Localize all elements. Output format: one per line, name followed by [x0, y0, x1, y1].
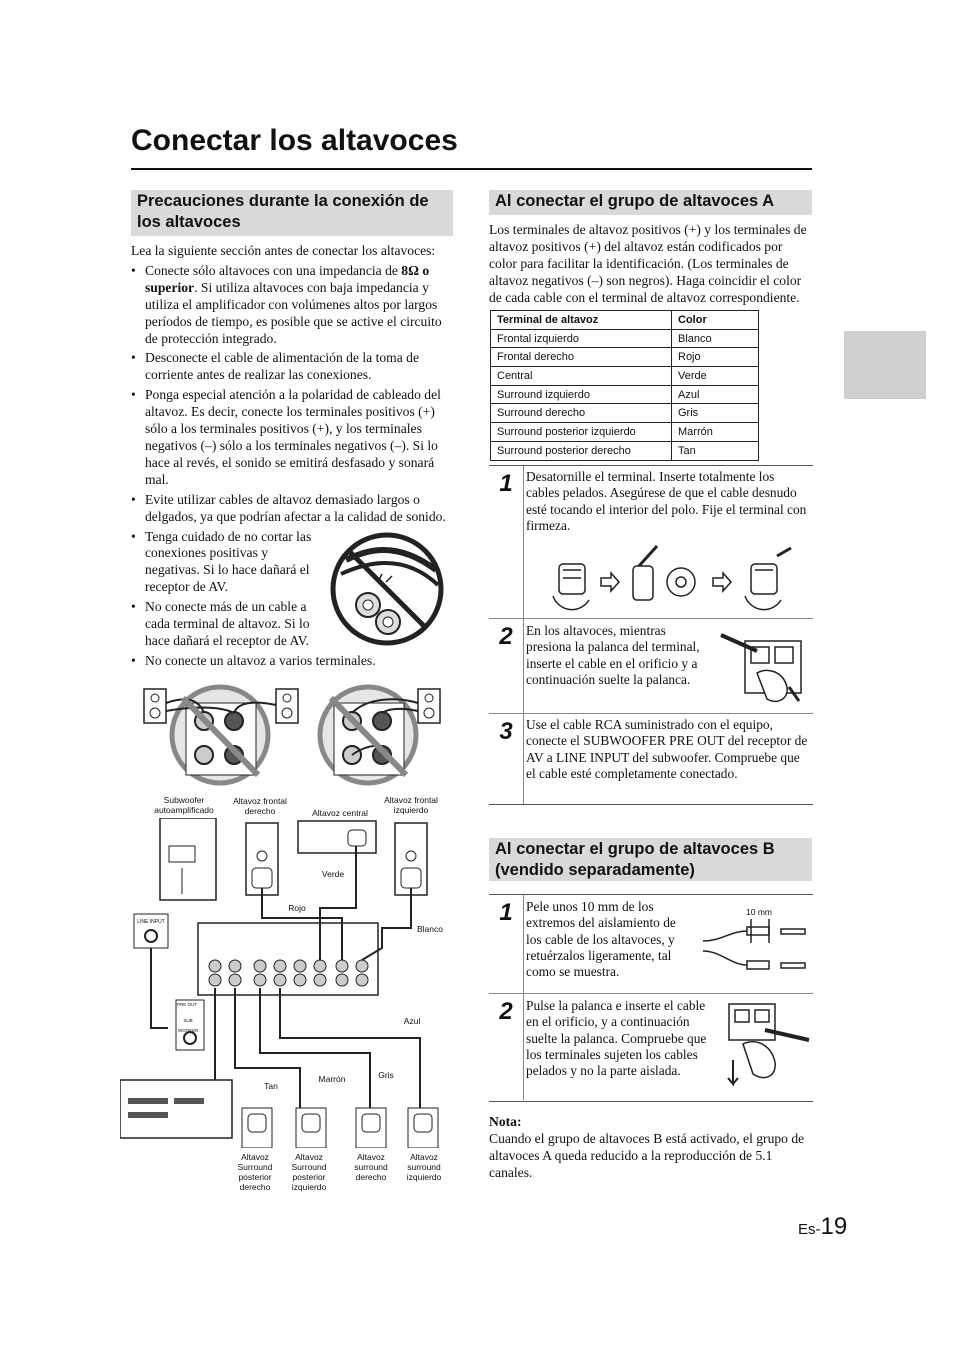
label-front-right: Altavoz frontal derecho — [233, 796, 287, 816]
group-a-heading — [489, 190, 812, 215]
list-item: • Conecte sólo altavoces con una impedancia de 8Ω o superior. Si utiliza altavoces con baja impedancia y utiliza el amplificador con volúmenes altos por largos períodos de tiempo, es posible que se active el circuito de protección integrado. — [131, 263, 455, 348]
list-item: • No conecte un altavoz a varios terminales. — [131, 653, 455, 670]
label-tan: Tan — [264, 1081, 278, 1091]
table-row: Surround posterior izquierdo Marrón — [491, 423, 759, 442]
note — [489, 1114, 813, 1182]
step-a2-text: En los altavoces, mientras presiona la palanca del terminal, inserte el cable en el orificio y a continuación suelte la palanca. — [526, 623, 700, 687]
title-rule — [131, 168, 812, 170]
list-item: • No conecte más de un cable a cada terminal de altavoz. Si lo hace dañará el receptor de AV. — [131, 599, 317, 650]
list-item: • Tenga cuidado de no cortar las conexiones positivas y negativas. Si lo hace dañará el receptor de AV. — [131, 529, 317, 597]
label-surround-back-right: Altavoz Surround posterior derecho — [237, 1152, 273, 1192]
list-item: • Evite utilizar cables de altavoz demasiado largos o delgados, ya que podrían afectar a la calidad de sonido. — [131, 492, 455, 526]
step-b2-text: Pulse la palanca e inserte el cable en el orificio, y a continuación suelte la palanca. Compruebe que los terminales sujeten los cables pelados y no la parte aislada. — [526, 998, 707, 1079]
step-a1-text: Desatornille el terminal. Inserte totalmente los cables pelados. Asegúrese de que el cable desnudo esté tocando el interior del polo. Fije el terminal con firmeza. — [526, 469, 807, 533]
label-azul: Azul — [403, 1016, 421, 1026]
label-surround-right: Altavoz surround derecho — [354, 1152, 388, 1182]
group-a-intro: Los terminales de altavoz positivos (+) y los terminales de altavoz positivos (+) del altavoz están codificados por color para facilitar la identificación. (Los terminales de altavoz negativos (–) son negros). Haga coincidir el color de cada cable con el terminal de altavoz correspondiente. — [489, 222, 807, 305]
table-row: Surround derecho Gris — [491, 404, 759, 423]
table-header-cell: Color — [672, 311, 759, 330]
precautions-heading-text: Precauciones durante la conexión de los altavoces — [137, 192, 429, 231]
table-row: Surround posterior derecho Tan — [491, 441, 759, 460]
label-front-left: Altavoz frontal izquierdo — [384, 795, 438, 815]
label-subwoofer: Subwoofer autoamplificado — [154, 795, 214, 815]
note-title: Nota: — [489, 1114, 522, 1129]
step-a3-text: Use el cable RCA suministrado con el equipo, conecte el SUBWOOFER PRE OUT del receptor de AV a LINE INPUT del subwoofer. Compruebe que el cable esté completamente conectado. — [526, 717, 808, 781]
step-b1-text: Pele unos 10 mm de los extremos del aislamiento de los cable de los altavoces, y retuérzalos ligeramente, tal como se muestra. — [526, 899, 676, 980]
label-blanco: Blanco — [417, 924, 443, 934]
label-verde: Verde — [321, 869, 345, 879]
precautions-heading — [131, 190, 453, 236]
group-b-heading-text: Al conectar el grupo de altavoces B (vendido separadamente) — [495, 840, 775, 879]
list-item: • Desconecte el cable de alimentación de la toma de corriente antes de realizar las conexiones. — [131, 350, 455, 384]
table-row: Central Verde — [491, 367, 759, 386]
label-line-input: LINE INPUT — [137, 919, 165, 925]
label-pre-out: PRE OUT — [176, 1002, 197, 1007]
group-b-steps — [489, 894, 813, 1102]
speaker-wiring-diagram — [120, 818, 450, 1148]
terminal-color-table — [490, 310, 759, 461]
group-b-heading — [489, 838, 812, 881]
label-surround-left: Altavoz surround izquierdo — [406, 1152, 442, 1182]
label-surround-back-left: Altavoz Surround posterior izquierdo — [291, 1152, 327, 1192]
step-a2: 2 En los altavoces, mientras presiona la palanca del terminal, inserte el cable en el orificio y a continuación suelte la palanca. — [489, 619, 813, 714]
table-header-row — [491, 311, 759, 330]
label-gris: Gris — [378, 1070, 394, 1080]
unscrew-terminal-illustration — [539, 544, 809, 612]
step-a1: 1 Desatornille el terminal. Inserte totalmente los cables pelados. Asegúrese de que el cable desnudo esté tocando el interior del polo. Fije el terminal con firmeza. — [489, 466, 813, 619]
label-center: Altavoz central — [312, 808, 368, 818]
step-b2: 2 Pulse la palanca e inserte el cable en el orificio, y a continuación suelte la palanca. Compruebe que los terminales sujeten los cables pelados y no la parte aislada. — [489, 994, 813, 1100]
group-a-steps — [489, 465, 813, 805]
page-title: Conectar los altavoces — [131, 124, 458, 157]
table-row: Frontal derecho Rojo — [491, 348, 759, 367]
label-marron: Marrón — [318, 1074, 346, 1084]
insert-wire-illustration — [725, 1000, 811, 1092]
list-item: • Ponga especial atención a la polaridad de cableado del altavoz. Es decir, conecte los terminales positivos (+) sólo a los terminales positivos (+), y los terminales negativos (–) sólo a los terminales negativos (–). Si lo hace al revés, el sonido se emitirá desfasado y sonará mal. — [131, 387, 455, 488]
precautions-intro: Lea la siguiente sección antes de conectar los altavoces: — [131, 243, 436, 258]
label-10mm: 10 mm — [746, 907, 772, 917]
no-short-circuit-illustration — [326, 530, 448, 648]
side-tab — [844, 331, 926, 399]
group-a-heading-text: Al conectar el grupo de altavoces A — [495, 192, 775, 210]
table-row: Surround izquierdo Azul — [491, 385, 759, 404]
table-row: Frontal izquierdo Blanco — [491, 329, 759, 348]
strip-wire-illustration — [701, 919, 811, 979]
step-b1: 1 Pele unos 10 mm de los extremos del aislamiento de los cable de los altavoces, y retuérzalos ligeramente, tal como se muestra. 10 mm — [489, 895, 813, 994]
table-header-cell: Terminal de altavoz — [491, 311, 672, 330]
press-lever-illustration — [717, 627, 809, 707]
page-number: Es-19 — [798, 1213, 848, 1240]
wrong-wiring-illustration — [138, 683, 448, 787]
label-rojo: Rojo — [288, 903, 306, 913]
label-subwoofer-jack: SUB WOOFER — [178, 1018, 199, 1033]
step-a3: 3 Use el cable RCA suministrado con el equipo, conecte el SUBWOOFER PRE OUT del receptor de AV a LINE INPUT del subwoofer. Compruebe que el cable esté completamente conectado. — [489, 714, 813, 804]
note-text: Cuando el grupo de altavoces B está activado, el grupo de altavoces A queda reducido a la reproducción de 5.1 canales. — [489, 1130, 805, 1180]
